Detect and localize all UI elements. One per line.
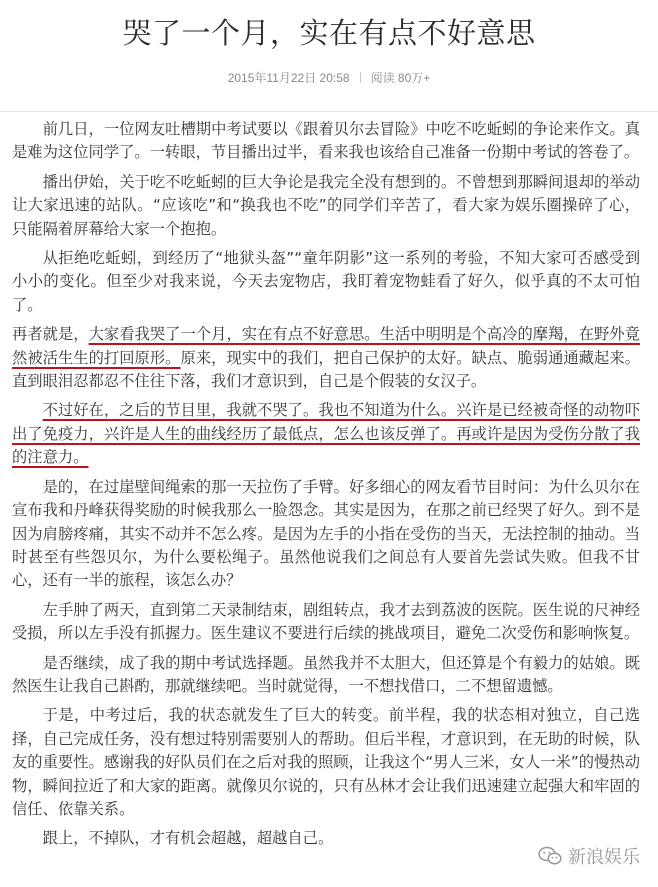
paragraph: 左手肿了两天，直到第二天录制结束，剧组转点，我才去到荔波的医院。医生说的尺神经受损，所以左手没有抓握力。医生建议不要进行后续的挑战项目，避免二次受伤和影响恢复。 xyxy=(12,600,640,643)
highlighted-text: 不过好在，之后的节目里，我就不哭了。我也不知道为什么。兴许是已经被奇怪的动物吓出了免疫力，兴许是人生的曲线经历了最低点，怎么也该反弹了。再或许是因为受伤分散了我的注意力。 xyxy=(12,401,640,467)
read-count: 阅读 80万+ xyxy=(370,71,431,85)
meta-divider xyxy=(360,72,361,83)
highlighted-text: 大家看我哭了一个月，实在有点不好意思。生活中明明是个高冷的摩羯，在野外竟然被活生生的打回原形。 xyxy=(12,325,640,367)
paragraph: 播出伊始，关于吃不吃蚯蚓的巨大争论是我完全没有想到的。不曾想到那瞬间退却的举动让大家迅速的站队。“应该吃”和“换我也不吃”的同学们辛苦了，看大家为娱乐圈操碎了心，只能隔着屏幕给大家一个抱抱。 xyxy=(12,172,640,238)
paragraph: 是的，在过崖壁间绳索的那一天拉伤了手臂。好多细心的网友看节目时问：为什么贝尔在宣布我和丹峰获得奖励的时候我那么一脸怨念。其实是因为，在那之前已经哭了好久。到不是因为肩膀疼痛，其实不动并不怎么疼。是因为左手的小指在受伤的当天，无法控制的抽动。当时甚至有些怨贝尔，为什么要松绳子。虽然他说我们之间总有人要首先尝试失败。但我不甘心，还有一半的旅程，该怎么办？ xyxy=(12,477,640,590)
paragraph-highlighted-1 xyxy=(12,323,640,393)
paragraph: 跟上，不掉队，才有机会超越，超越自己。 xyxy=(42,829,334,848)
wechat-icon xyxy=(538,846,562,866)
article-title: 哭了一个月，实在有点不好意思 xyxy=(122,16,536,50)
article-header xyxy=(0,0,658,112)
article-meta xyxy=(0,69,658,86)
paragraph: 是否继续，成了我的期中考试选择题。虽然我并不太胆大，但还算是个有毅力的姑娘。既然医生让我自己斟酌，那就继续吧。当时就觉得，一不想找借口，二不想留遗憾。 xyxy=(12,653,640,695)
publish-date: 2015年11月22日 20:58 xyxy=(227,71,350,85)
header-divider xyxy=(0,111,658,112)
paragraph-lead: 再者就是， xyxy=(12,325,89,344)
paragraph-tail: 原来，现实中的我们，把自己保护的太好。缺点、脆弱通通藏起来。直到眼泪忍都忍不住往下落，我们才意识到，自己是个假装的女汉子。 xyxy=(12,348,640,391)
paragraph: 前几日，一位网友吐槽期中考试要以《跟着贝尔去冒险》中吃不吃蚯蚓的争论来作文。真是难为这位同学了。一转眼，节目播出过半，看来我也该给自己准备一份期中考试的答卷了。 xyxy=(12,120,640,162)
watermark xyxy=(538,843,640,869)
watermark-text: 新浪娱乐 xyxy=(568,847,640,868)
article-body xyxy=(12,118,640,857)
paragraph: 于是，中考过后，我的状态就发生了巨大的转变。前半程，我的状态相对独立，自己选择，自己完成任务，没有想过特别需要别人的帮助。但后半程，才意识到，在无助的时候，队友的重要性。感谢我的好队员们在之后对我的照顾，让我这个“男人三米，女人一米”的慢热动物，瞬间拉近了和大家的距离。就像贝尔说的，只有丛林才会让我们迅速建立起强大和牢固的信任、依靠关系。 xyxy=(12,706,640,818)
paragraph: 从拒绝吃蚯蚓，到经历了“地狱头盔”“童年阴影”这一系列的考验，不知大家可否感受到小小的变化。但至少对我来说，今天去宠物店，我盯着宠物蛙看了好久，似乎真的不太可怕了。 xyxy=(12,249,640,314)
paragraph-highlighted-2 xyxy=(12,399,640,469)
